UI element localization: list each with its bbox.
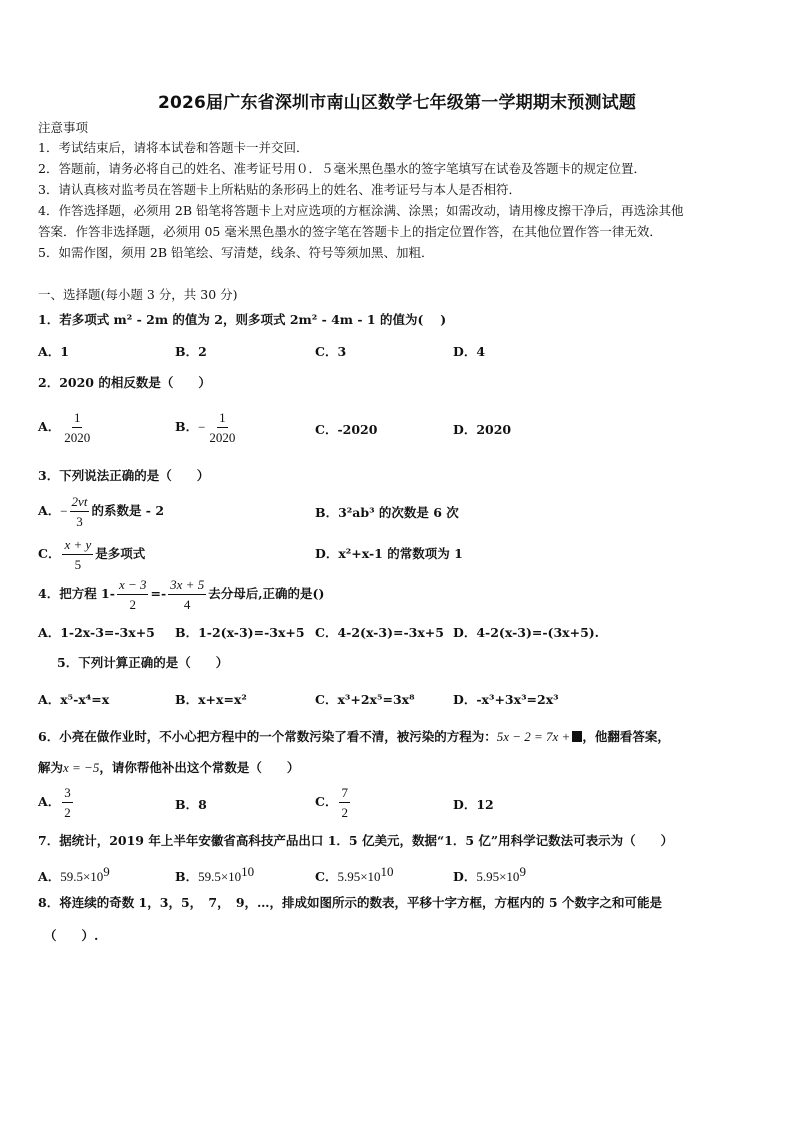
q4-f1-numerator: x − 3	[117, 577, 149, 595]
q5-option-d: D．-x³+3x³=2x³	[453, 692, 559, 707]
q7-c-label: C．	[315, 869, 338, 884]
question-7-stem: 7．据统计，2019 年上半年安徽省高科技产品出口 1．5 亿美元，数据“1．5 亿”用科学记数法可表示为（ ）	[38, 833, 674, 848]
q5-option-b: B．x+x=x²	[175, 692, 247, 707]
q2-option-a	[38, 410, 94, 445]
q2-b-label: B．	[175, 419, 199, 434]
q6-a-numerator: 3	[62, 785, 73, 803]
q3-c-denominator: 5	[74, 557, 82, 572]
q3-c-label: C．	[38, 546, 61, 561]
q6-c-numerator: 7	[339, 785, 350, 803]
q6-option-c	[315, 785, 352, 820]
q3-a-fraction	[70, 494, 90, 529]
notice-item-1: 1．考试结束后，请将本试卷和答题卡一并交回．	[38, 140, 309, 155]
question-3-stem: 3．下列说法正确的是（ ）	[38, 468, 210, 483]
q6-line2-a: 解为	[38, 760, 64, 775]
q7-b-exponent: 10	[241, 864, 255, 879]
question-2-stem: 2．2020 的相反数是（ ）	[38, 375, 211, 390]
question-6-line-2	[38, 760, 299, 776]
q4-prefix: 4．把方程 1-	[38, 586, 115, 601]
q6-option-d: D．12	[453, 797, 494, 812]
q7-a-value: 59.5×10	[60, 869, 104, 884]
q7-a-label: A．	[38, 869, 61, 884]
q2-b-numerator: 1	[217, 410, 228, 428]
q4-f2-denominator: 4	[183, 597, 191, 612]
q7-option-a	[38, 864, 110, 885]
question-8-stem-2: （ ）.	[44, 928, 99, 943]
q3-option-b: B．3²ab³ 的次数是 6 次	[315, 505, 459, 520]
q5-option-c: C．x³+2x⁵=3x⁸	[315, 692, 415, 707]
q5-option-a: A．x⁵-x⁴=x	[38, 692, 110, 707]
question-1-stem: 1．若多项式 m² - 2m 的值为 2，则多项式 2m² - 4m - 1 的值为( )	[38, 312, 447, 327]
q3-c-text: 是多项式	[95, 546, 146, 561]
notice-item-5: 5．如需作图，须用 2B 铅笔绘、写清楚，线条、符号等须加黑、加粗．	[38, 245, 434, 260]
q4-option-c: C．4-2(x-3)=-3x+5	[315, 625, 444, 640]
q6-line2-b: ，请你帮他补出这个常数是（ ）	[99, 760, 300, 775]
q4-fraction-2	[168, 577, 206, 612]
q3-c-fraction	[62, 537, 93, 572]
q4-option-d: D．4-2(x-3)=-(3x+5).	[453, 625, 600, 640]
q2-a-denominator: 2020	[64, 430, 91, 445]
notice-heading: 注意事项	[38, 120, 89, 135]
question-4-stem	[38, 577, 324, 612]
q3-option-a	[38, 494, 164, 529]
q2-option-d: D．2020	[453, 422, 512, 437]
q1-option-c: C．3	[315, 344, 347, 359]
q4-f2-numerator: 3x + 5	[168, 577, 206, 595]
q7-b-label: B．	[175, 869, 199, 884]
q6-c-label: C．	[315, 794, 338, 809]
q6-c-fraction	[339, 785, 350, 820]
q3-a-sign: −	[60, 503, 68, 519]
q3-a-text: 的系数是 - 2	[91, 503, 165, 518]
q7-option-b	[175, 864, 254, 885]
q6-stem-b: ，他翻看答案，	[582, 729, 670, 744]
q7-d-value: 5.95×10	[476, 869, 520, 884]
q3-a-numerator: 2vt	[70, 494, 90, 512]
q7-option-c	[315, 864, 394, 885]
q3-a-label: A．	[38, 503, 61, 518]
question-8-stem: 8．将连续的奇数 1，3，5， 7， 9，…，排成如图所示的数表，平移十字方框，方框内的 5 个数字之和可能是	[38, 895, 662, 910]
q4-mid: =-	[150, 586, 167, 601]
q2-b-denominator: 2020	[209, 430, 236, 445]
q6-a-fraction	[62, 785, 73, 820]
q2-option-b	[175, 410, 239, 445]
q7-a-exponent: 9	[103, 864, 110, 879]
q4-option-b: B．1-2(x-3)=-3x+5	[175, 625, 305, 640]
q6-stem-a: 6．小亮在做作业时，不小心把方程中的一个常数污染了看不清，被污染的方程为：	[38, 729, 497, 744]
q7-d-exponent: 9	[519, 864, 526, 879]
notice-item-4-cont: 答案．作答非选择题，必须用 05 毫米黑色墨水的签字笔在答题卡上的指定位置作答，在其他位置作答一律无效．	[38, 224, 662, 239]
q6-option-b: B．8	[175, 797, 207, 812]
q3-a-denominator: 3	[76, 514, 83, 529]
q4-f1-denominator: 2	[129, 597, 136, 612]
q3-option-c	[38, 537, 145, 572]
notice-item-4: 4．作答选择题，必须用 2B 铅笔将答题卡上对应选项的方框涂满、涂黑；如需改动，请用橡皮擦干净后，再选涂其他	[38, 203, 684, 218]
q7-d-label: D．	[453, 869, 477, 884]
q6-option-a	[38, 785, 75, 820]
q1-option-b: B．2	[175, 344, 207, 359]
question-6-stem	[38, 729, 670, 745]
notice-item-2: 2．答题前，请务必将自己的姓名、准考证号用０．５毫米黑色墨水的签字笔填写在试卷及答题卡的规定位置．	[38, 161, 646, 176]
q3-option-d: D．x²+x-1 的常数项为 1	[315, 546, 463, 561]
q2-a-numerator: 1	[72, 410, 83, 428]
q2-a-label: A．	[38, 419, 61, 434]
q2-a-fraction	[62, 410, 92, 445]
q7-option-d	[453, 864, 526, 885]
q7-b-value: 59.5×10	[198, 869, 242, 884]
q1-option-d: D．4	[453, 344, 486, 359]
q2-option-c: C．-2020	[315, 422, 378, 437]
q6-a-label: A．	[38, 794, 61, 809]
q4-suffix: 去分母后,正确的是()	[208, 586, 325, 601]
q6-solution: x = −5	[63, 760, 100, 775]
q1-option-a: A．1	[38, 344, 69, 359]
q7-c-exponent: 10	[380, 864, 394, 879]
ink-blot-icon	[572, 731, 582, 742]
q4-fraction-1	[117, 577, 149, 612]
q3-c-numerator: x + y	[62, 537, 93, 555]
page-title: 2026届广东省深圳市南山区数学七年级第一学期期末预测试题	[157, 93, 637, 113]
section-heading: 一、选择题(每小题 3 分，共 30 分)	[38, 287, 238, 302]
q2-b-fraction	[207, 410, 237, 445]
q6-a-denominator: 2	[64, 805, 71, 820]
q6-c-denominator: 2	[341, 805, 348, 820]
q4-option-a: A．1-2x-3=-3x+5	[38, 625, 155, 640]
q2-b-sign: −	[198, 419, 206, 435]
notice-item-3: 3．请认真核对监考员在答题卡上所粘贴的条形码上的姓名、准考证号与本人是否相符．	[38, 182, 521, 197]
question-5-stem: 5．下列计算正确的是（ ）	[57, 655, 229, 670]
q7-c-value: 5.95×10	[337, 869, 381, 884]
q6-equation: 5x − 2 = 7x +	[496, 729, 571, 744]
